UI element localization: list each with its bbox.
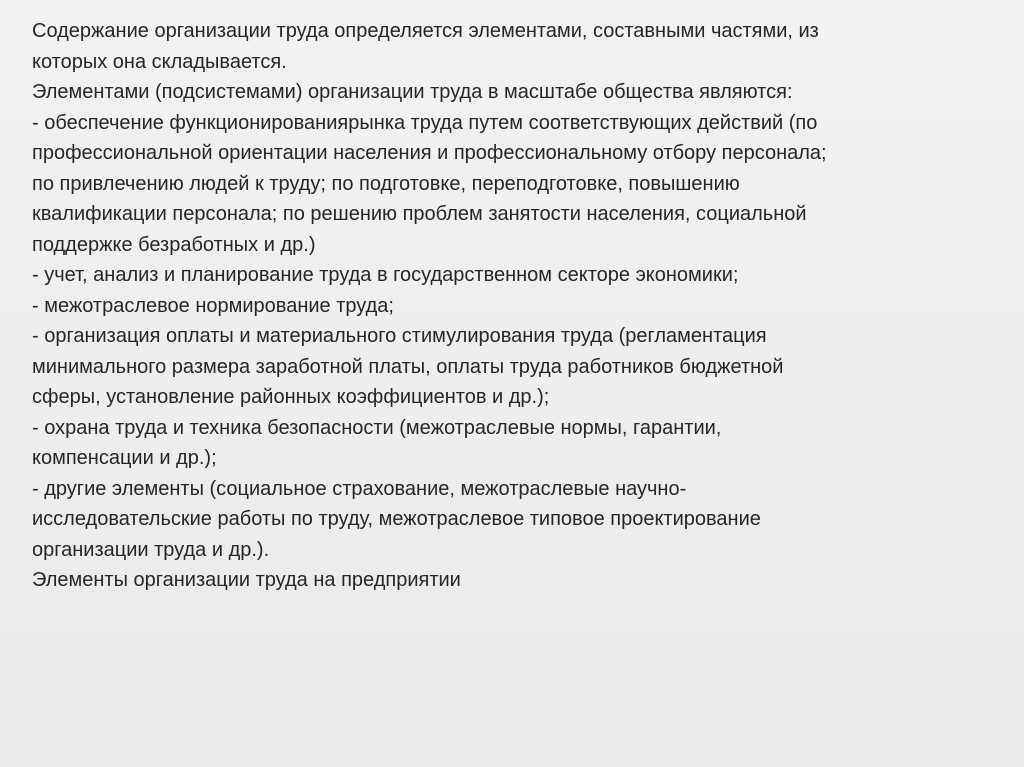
text-line: - охрана труда и техника безопасности (межотраслевые нормы, гарантии, [32, 416, 722, 439]
text-line: - межотраслевое нормирование труда; [32, 294, 394, 317]
text-line: Элементами (подсистемами) организации труда в масштабе общества являются: [32, 81, 793, 103]
text-line: по привлечению людей к труду; по подготовке, переподготовке, повышению [32, 172, 740, 195]
text-line: профессиональной ориентации населения и профессиональному отбору персонала; [32, 142, 827, 164]
text-line: Содержание организации труда определяется элементами, составными частями, из [32, 20, 819, 42]
text-line: - учет, анализ и планирование труда в государственном секторе экономики; [32, 264, 739, 286]
text-line: Элементы организации труда на предприятии [32, 569, 461, 591]
text-line: поддержке безработных и др.) [32, 233, 316, 256]
text-line: которых она складывается. [32, 50, 287, 73]
text-line: сферы, установление районных коэффициентов и др.); [32, 386, 550, 408]
text-line: исследовательские работы по труду, межотраслевое типовое проектирование [32, 508, 761, 530]
text-line: минимального размера заработной платы, оплаты труда работников бюджетной [32, 355, 784, 378]
text-line: - организация оплаты и материального стимулирования труда (регламентация [32, 325, 767, 347]
text-line: - обеспечение функционированиярынка труда путем соответствующих действий (по [32, 111, 818, 134]
text-line: - другие элементы (социальное страхование, межотраслевые научно- [32, 477, 687, 500]
text-line: компенсации и др.); [32, 447, 217, 469]
text-line: квалификации персонала; по решению проблем занятости населения, социальной [32, 203, 807, 225]
slide-text-body [32, 16, 992, 596]
text-line: организации труда и др.). [32, 538, 270, 561]
